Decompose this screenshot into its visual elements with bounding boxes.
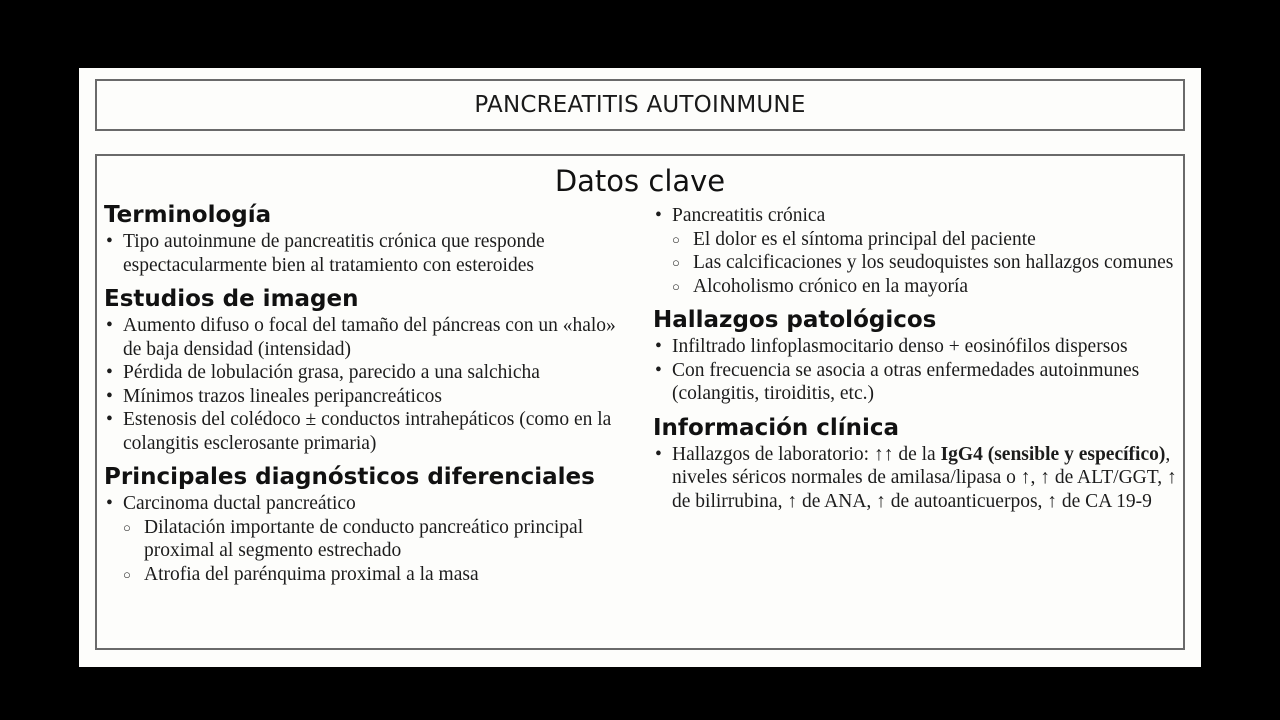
terminologia-list — [104, 230, 634, 277]
section-diferenciales-title: Principales diagnósticos diferenciales — [104, 464, 595, 490]
key-data-heading: Datos clave — [554, 164, 726, 198]
document-title: PANCREATITIS AUTOINMUNE — [474, 92, 806, 118]
list-item: • Infiltrado linfoplasmocitario denso + eosinófilos dispersos — [653, 335, 1183, 359]
list-item: • Mínimos trazos lineales peripancreáticos — [104, 385, 634, 409]
diferenciales-list — [104, 492, 634, 586]
list-item — [653, 443, 1183, 514]
list-item: • Estenosis del colédoco ± conductos intrahepáticos (como en la colangitis esclerosante primaria) — [104, 408, 634, 455]
sub-list-item: ○ Las calcificaciones y los seudoquistes son hallazgos comunes — [653, 251, 1183, 275]
section-patologicos-title: Hallazgos patológicos — [653, 307, 937, 333]
list-item: • Pérdida de lobulación grasa, parecido a una salchicha — [104, 361, 634, 385]
document-page — [79, 68, 1201, 667]
list-item: • Pancreatitis crónica — [653, 204, 1183, 228]
lab-text-pre: Hallazgos de laboratorio: ↑↑ de la — [672, 443, 941, 465]
section-terminologia-title: Terminología — [104, 202, 272, 228]
sub-list-item: ○ Dilatación importante de conducto pancreático principal proximal al segmento estrechado — [104, 516, 634, 563]
sub-list-item: ○ Atrofia del parénquima proximal a la masa — [104, 563, 634, 587]
sub-list-item: ○ Alcoholismo crónico en la mayoría — [653, 275, 1183, 299]
list-item: • Aumento difuso o focal del tamaño del páncreas con un «halo» de baja densidad (intensidad) — [104, 314, 634, 361]
cronica-list — [653, 204, 1183, 298]
title-box — [95, 79, 1185, 131]
patologicos-list — [653, 335, 1183, 406]
right-column — [653, 204, 1183, 513]
sub-list-item: ○ El dolor es el síntoma principal del paciente — [653, 228, 1183, 252]
lab-text-post: , niveles séricos normales de amilasa/lipasa o ↑, ↑ de ALT/GGT, ↑ de bilirrubina, ↑ de ANA, ↑ de autoanticuerpos, ↑ de CA 19-9 — [672, 443, 1177, 512]
lab-text-bold: IgG4 (sensible y específico) — [940, 443, 1166, 465]
list-item: • Carcinoma ductal pancreático — [104, 492, 634, 516]
list-item: • Tipo autoinmune de pancreatitis crónica que responde espectacularmente bien al tratamiento con esteroides — [104, 230, 634, 277]
imagen-list — [104, 314, 634, 455]
list-item: • Con frecuencia se asocia a otras enfermedades autoinmunes (colangitis, tiroiditis, etc.) — [653, 359, 1183, 406]
section-clinica-title: Información clínica — [653, 414, 900, 441]
key-data-box — [95, 154, 1185, 650]
section-imagen-title: Estudios de imagen — [104, 286, 359, 312]
clinica-list — [653, 443, 1183, 514]
left-column — [104, 200, 634, 586]
